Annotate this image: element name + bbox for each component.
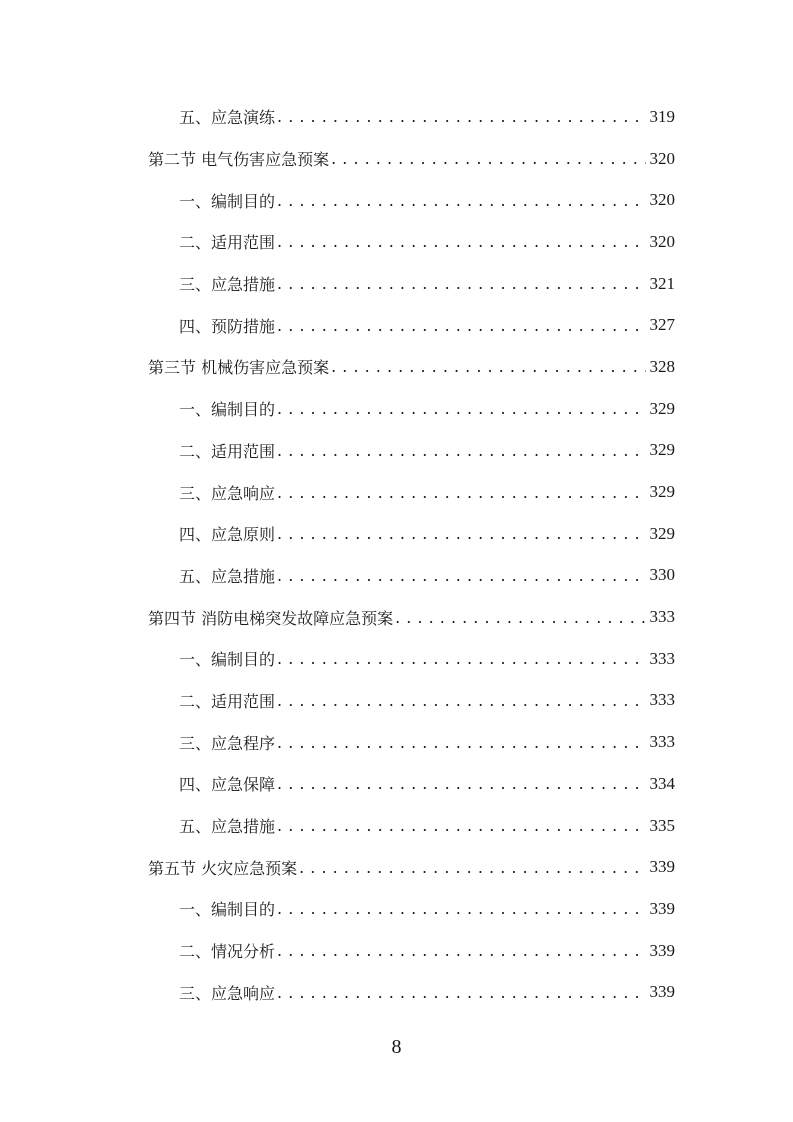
dot-leader — [277, 691, 645, 710]
dot-leader — [277, 899, 645, 918]
dot-leader — [277, 191, 645, 210]
toc-entry-label: 第四节 消防电梯突发故障应急预案 — [148, 608, 394, 628]
toc-entry-page-number: 329 — [649, 440, 675, 460]
toc-entry-page-number: 339 — [649, 982, 675, 1002]
toc-entry-label: 四、应急原则 — [179, 525, 276, 545]
toc-entry-label: 第五节 火灾应急预案 — [148, 858, 298, 878]
toc-entry-label: 四、应急保障 — [179, 775, 276, 795]
toc-subsection-entry[interactable] — [148, 930, 675, 972]
toc-entry-label: 二、适用范围 — [179, 233, 276, 253]
toc-subsection-entry[interactable] — [148, 763, 675, 805]
dot-leader — [277, 483, 645, 502]
toc-entry-page-number: 328 — [649, 356, 675, 376]
toc-entry-label: 四、预防措施 — [179, 316, 276, 336]
toc-subsection-entry[interactable] — [148, 221, 675, 263]
dot-leader — [277, 232, 645, 251]
toc-entry-label: 五、应急措施 — [179, 817, 276, 837]
dot-leader — [277, 524, 645, 543]
dot-leader — [277, 399, 645, 418]
toc-entry-label: 第三节 机械伤害应急预案 — [148, 358, 330, 378]
dot-leader — [277, 274, 645, 293]
toc-subsection-entry[interactable] — [148, 96, 675, 138]
toc-entry-label: 三、应急程序 — [179, 733, 276, 753]
toc-entry-page-number: 335 — [649, 815, 675, 835]
toc-entry-label: 三、应急措施 — [179, 275, 276, 295]
toc-subsection-entry[interactable] — [148, 388, 675, 430]
dot-leader — [277, 649, 645, 668]
toc-section-entry[interactable] — [148, 596, 675, 638]
toc-entry-page-number: 339 — [649, 898, 675, 918]
toc-section-entry[interactable] — [148, 138, 675, 180]
toc-subsection-entry[interactable] — [148, 513, 675, 555]
toc-entry-label: 一、编制目的 — [179, 191, 276, 211]
toc-entry-page-number: 320 — [649, 148, 675, 168]
toc-entry-label: 五、应急演练 — [179, 108, 276, 128]
toc-entry-label: 五、应急措施 — [179, 566, 276, 586]
toc-entry-page-number: 339 — [649, 857, 675, 877]
toc-entry-page-number: 329 — [649, 523, 675, 543]
dot-leader — [277, 441, 645, 460]
toc-subsection-entry[interactable] — [148, 638, 675, 680]
dot-leader — [277, 566, 645, 585]
table-of-contents — [148, 96, 675, 1013]
toc-entry-page-number: 330 — [649, 565, 675, 585]
toc-entry-page-number: 319 — [649, 106, 675, 126]
toc-subsection-entry[interactable] — [148, 721, 675, 763]
toc-entry-page-number: 339 — [649, 940, 675, 960]
dot-leader — [277, 316, 645, 335]
dot-leader — [395, 608, 645, 627]
toc-subsection-entry[interactable] — [148, 971, 675, 1013]
toc-subsection-entry[interactable] — [148, 680, 675, 722]
dot-leader — [277, 941, 645, 960]
toc-entry-page-number: 320 — [649, 190, 675, 210]
toc-subsection-entry[interactable] — [148, 888, 675, 930]
toc-subsection-entry[interactable] — [148, 304, 675, 346]
toc-entry-label: 二、适用范围 — [179, 441, 276, 461]
toc-section-entry[interactable] — [148, 846, 675, 888]
toc-subsection-entry[interactable] — [148, 471, 675, 513]
toc-entry-label: 二、适用范围 — [179, 691, 276, 711]
dot-leader — [331, 149, 645, 168]
toc-entry-page-number: 334 — [649, 773, 675, 793]
toc-entry-page-number: 327 — [649, 315, 675, 335]
dot-leader — [331, 357, 645, 376]
dot-leader — [277, 107, 645, 126]
toc-entry-label: 一、编制目的 — [179, 650, 276, 670]
dot-leader — [299, 858, 645, 877]
toc-subsection-entry[interactable] — [148, 555, 675, 597]
toc-entry-page-number: 329 — [649, 398, 675, 418]
toc-entry-page-number: 333 — [649, 648, 675, 668]
toc-subsection-entry[interactable] — [148, 263, 675, 305]
dot-leader — [277, 733, 645, 752]
toc-entry-label: 三、应急响应 — [179, 483, 276, 503]
toc-entry-label: 一、编制目的 — [179, 400, 276, 420]
toc-entry-page-number: 333 — [649, 732, 675, 752]
toc-entry-page-number: 320 — [649, 231, 675, 251]
toc-entry-page-number: 321 — [649, 273, 675, 293]
toc-entry-label: 第二节 电气伤害应急预案 — [148, 150, 330, 170]
dot-leader — [277, 983, 645, 1002]
toc-entry-label: 二、情况分析 — [179, 942, 276, 962]
toc-subsection-entry[interactable] — [148, 179, 675, 221]
toc-subsection-entry[interactable] — [148, 430, 675, 472]
toc-entry-page-number: 333 — [649, 607, 675, 627]
toc-section-entry[interactable] — [148, 346, 675, 388]
toc-entry-page-number: 329 — [649, 482, 675, 502]
toc-entry-label: 三、应急响应 — [179, 983, 276, 1003]
dot-leader — [277, 816, 645, 835]
page-number: 8 — [391, 1036, 402, 1058]
dot-leader — [277, 774, 645, 793]
toc-subsection-entry[interactable] — [148, 805, 675, 847]
toc-entry-page-number: 333 — [649, 690, 675, 710]
toc-entry-label: 一、编制目的 — [179, 900, 276, 920]
